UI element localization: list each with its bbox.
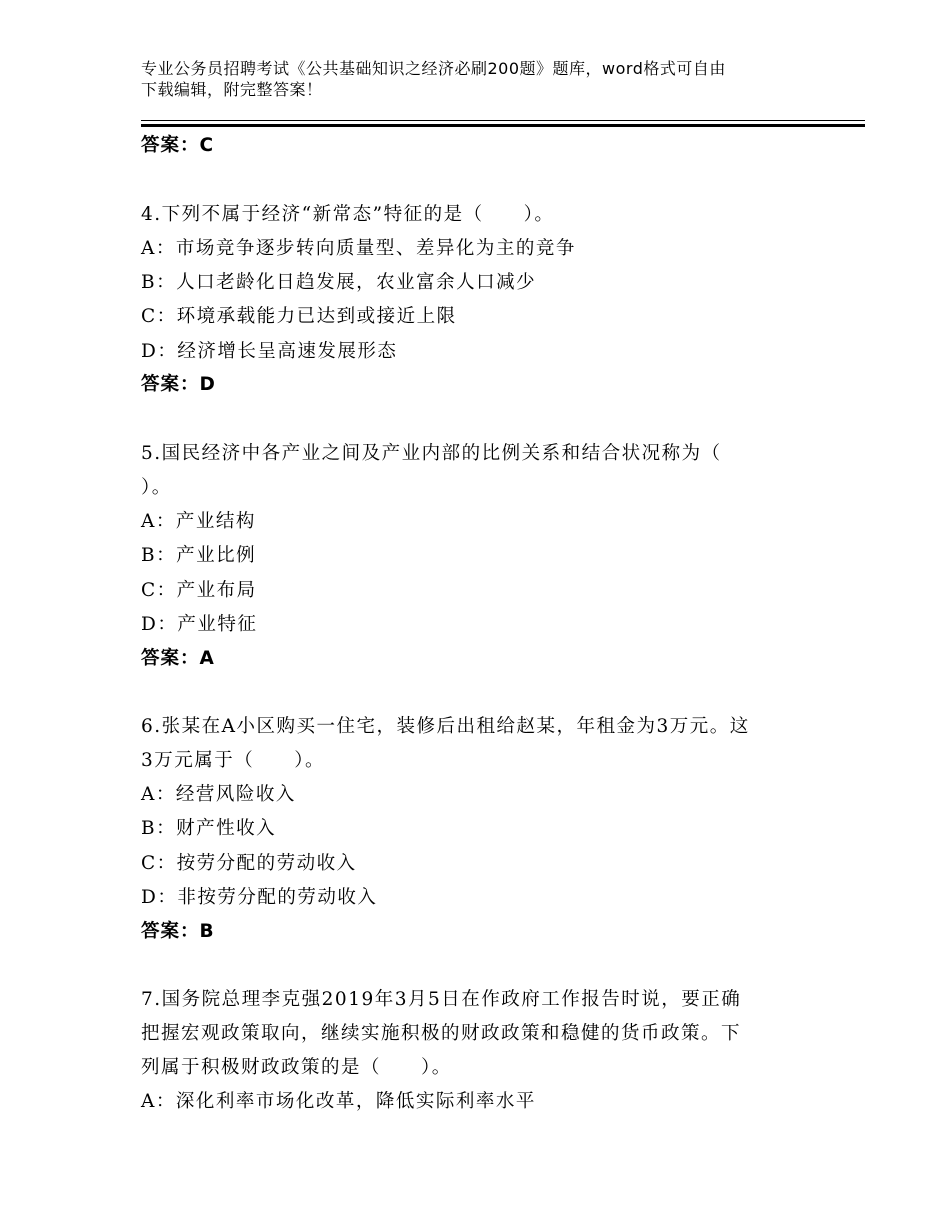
q7-option-a: A：深化利率市场化改革，降低实际利率水平 — [141, 1091, 536, 1112]
page-header — [141, 58, 831, 100]
question-5-line-1: 5.国民经济中各产业之间及产业内部的比例关系和结合状况称为（ — [141, 443, 722, 464]
q6-option-c: C：按劳分配的劳动收入 — [141, 853, 357, 874]
answer-q3: 答案：C — [141, 135, 215, 156]
q5-option-d: D：产业特征 — [141, 614, 258, 635]
question-4: 4.下列不属于经济“新常态”特征的是（ ）。 — [141, 204, 555, 225]
question-7-line-3: 列属于积极财政政策的是（ ）。 — [141, 1057, 452, 1078]
answer-q6: 答案：B — [141, 921, 215, 942]
question-6-line-2: 3万元属于（ ）。 — [141, 750, 326, 771]
q4-option-a: A：市场竞争逐步转向质量型、差异化为主的竞争 — [141, 238, 576, 259]
q4-option-c: C：环境承载能力已达到或接近上限 — [141, 306, 457, 327]
answer-q4: 答案：D — [141, 374, 216, 395]
header-line-2: 下载编辑，附完整答案！ — [141, 80, 323, 99]
q6-option-a: A：经营风险收入 — [141, 784, 296, 805]
q5-option-b: B：产业比例 — [141, 545, 257, 566]
question-7-line-2: 把握宏观政策取向，继续实施积极的财政政策和稳健的货币政策。下 — [141, 1023, 742, 1044]
header-divider-thick — [141, 124, 865, 127]
answer-q5: 答案：A — [141, 648, 215, 669]
q6-option-d: D：非按劳分配的劳动收入 — [141, 887, 378, 908]
q5-option-c: C：产业布局 — [141, 580, 257, 601]
q6-option-b: B：财产性收入 — [141, 818, 277, 839]
header-divider-thin — [141, 120, 865, 121]
question-6-line-1: 6.张某在A小区购买一住宅，装修后出租给赵某，年租金为3万元。这 — [141, 716, 750, 737]
q4-option-b: B：人口老龄化日趋发展，农业富余人口减少 — [141, 272, 537, 293]
q4-option-d: D：经济增长呈高速发展形态 — [141, 341, 398, 362]
question-5-line-2: ）。 — [141, 477, 172, 498]
header-line-1: 专业公务员招聘考试《公共基础知识之经济必刷200题》题库，word格式可自由 — [141, 59, 726, 78]
q5-option-a: A：产业结构 — [141, 511, 256, 532]
question-7-line-1: 7.国务院总理李克强2019年3月5日在作政府工作报告时说，要正确 — [141, 989, 742, 1010]
